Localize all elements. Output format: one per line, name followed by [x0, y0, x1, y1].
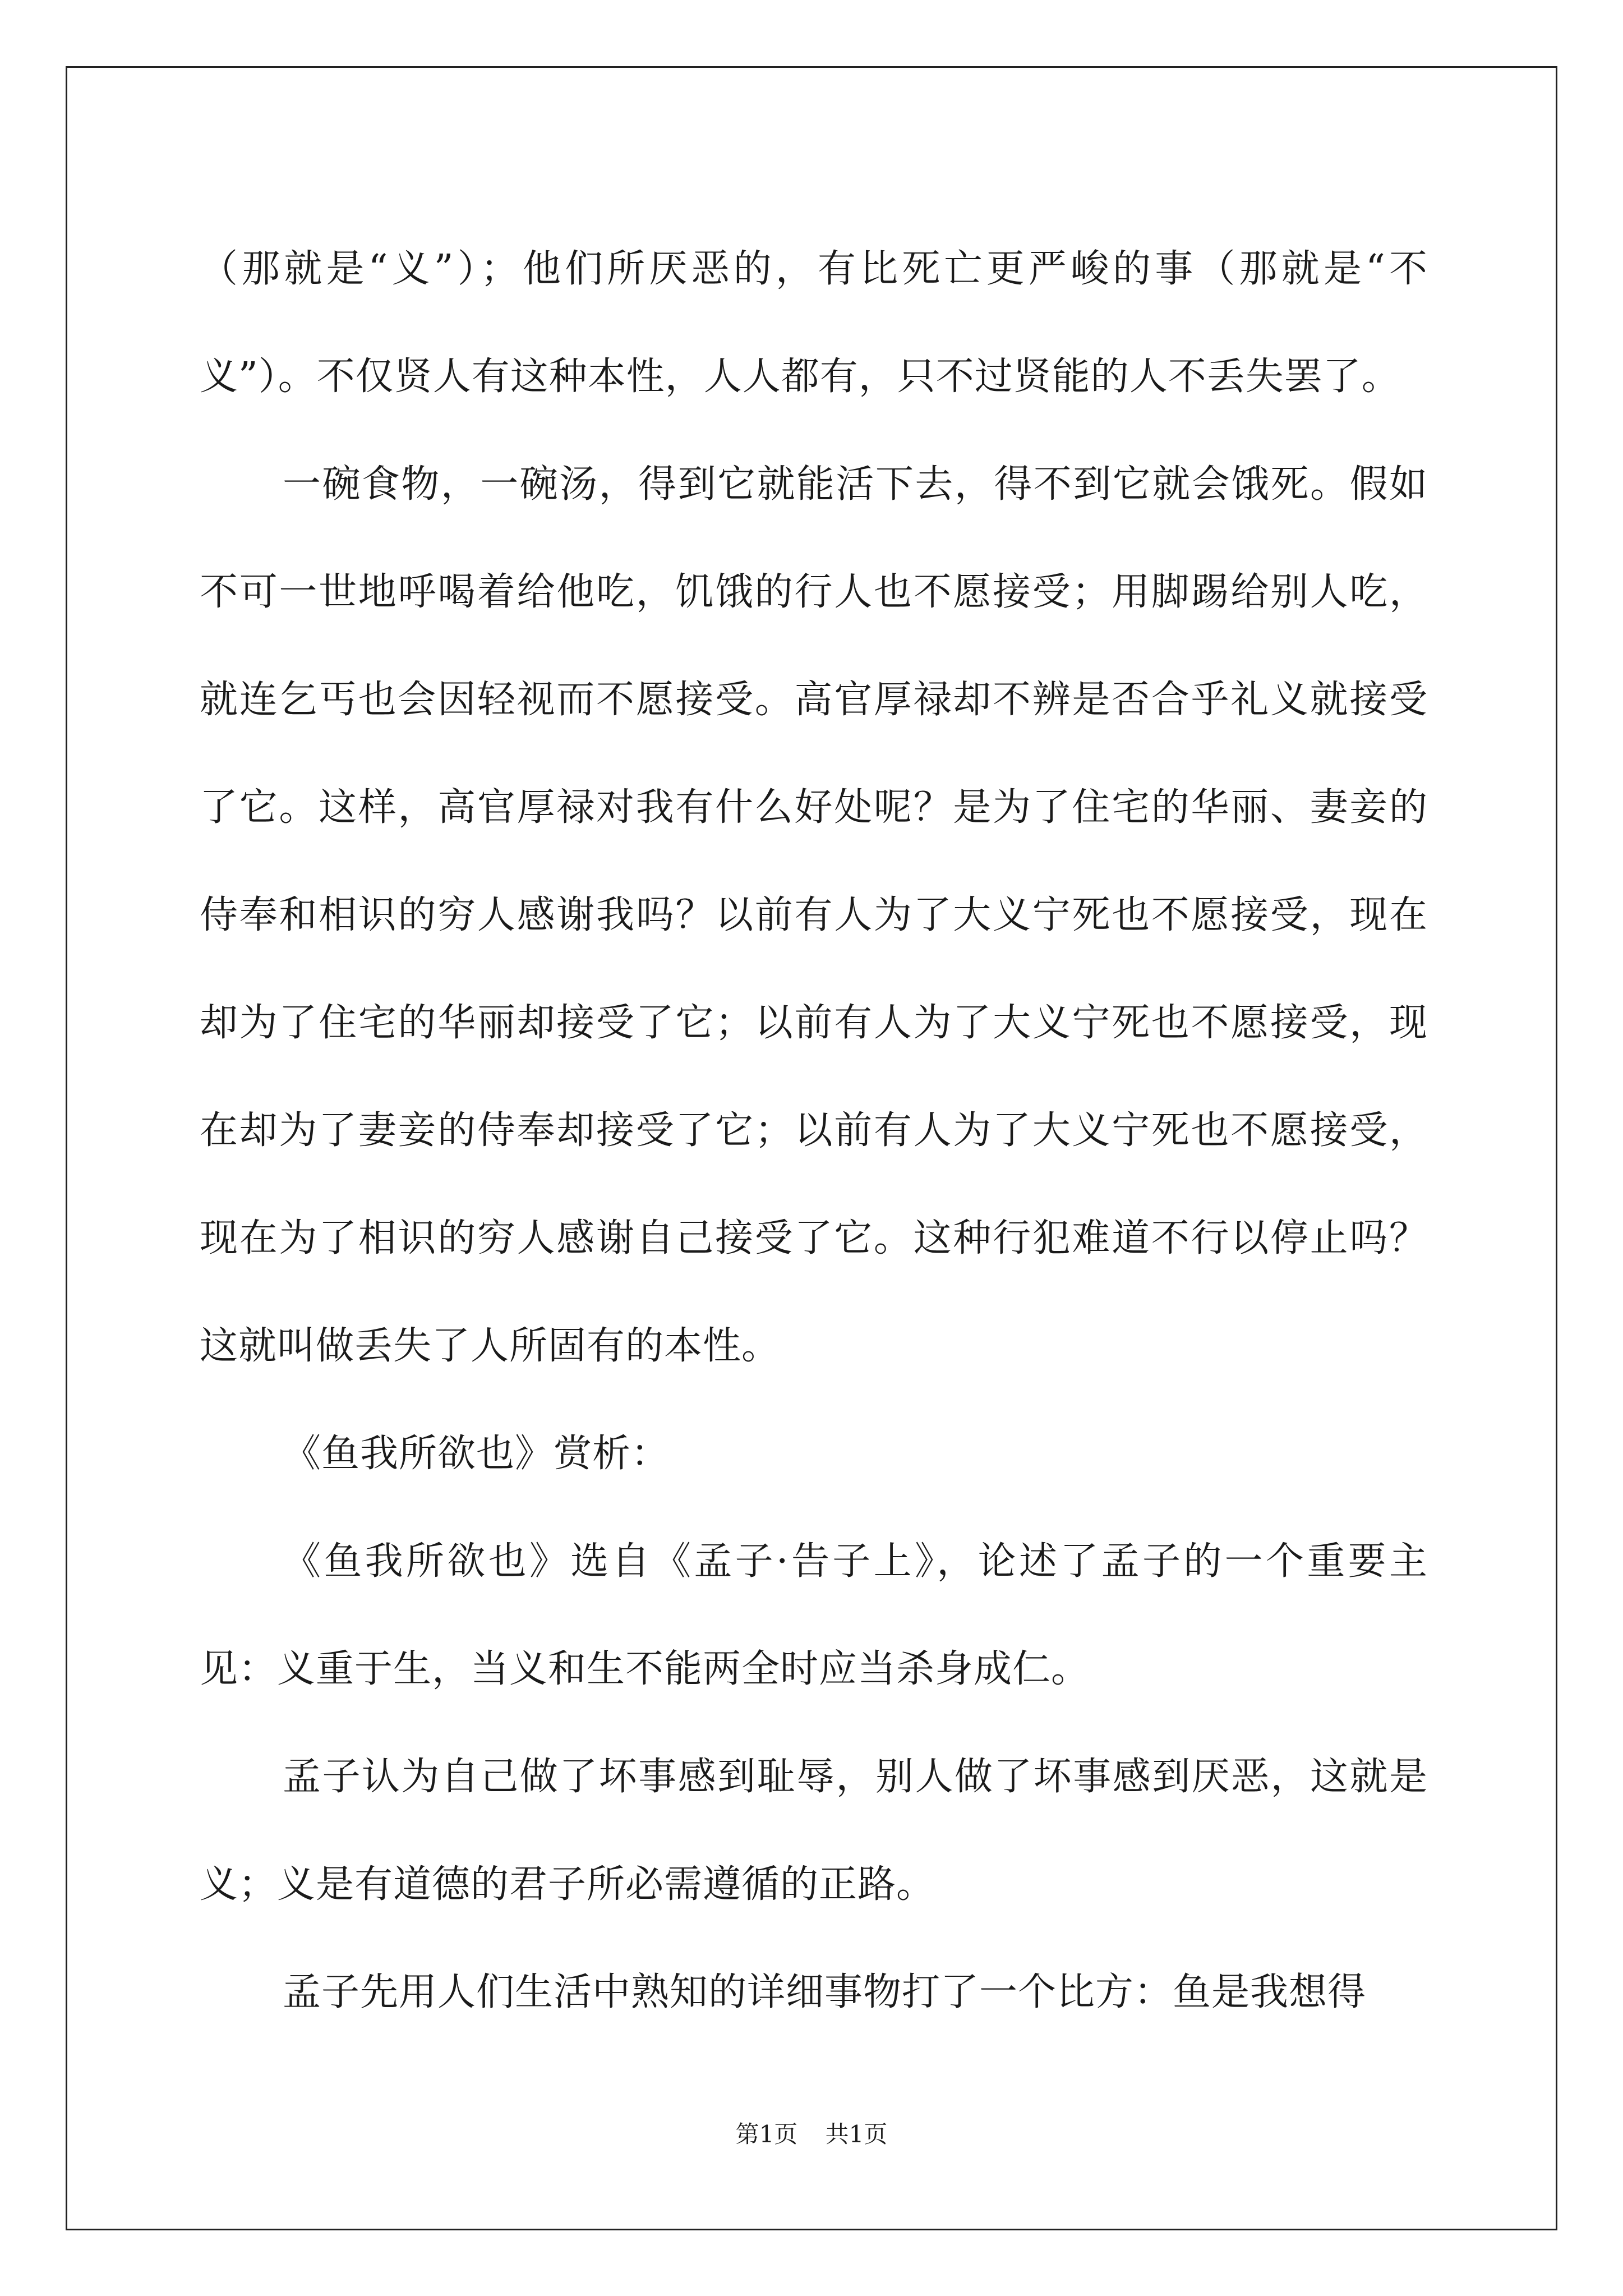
paragraph-translation: 一碗食物，一碗汤，得到它就能活下去，得不到它就会饿死。假如不可一世地呼喝着给他吃，饥饿的行人也不愿接受；用脚踢给别人吃，就连乞丐也会因轻视而不愿接受。高官厚禄却不辨是否合乎礼义就接受了它。这样，高官厚禄对我有什么好处呢？是为了住宅的华丽、妻妾的侍奉和相识的穷人感谢我吗？以前有人为了大义宁死也不愿接受，现在却为了住宅的华丽却接受了它；以前有人为了大义宁死也不愿接受，现在却为了妻妾的侍奉却接受了它；以前有人为了大义宁死也不愿接受，现在为了相识的穷人感谢自己接受了它。这种行犯难道不行以停止吗？这就叫做丢失了人所固有的本性。 [200, 462, 1428, 1368]
page-footer [0, 2116, 1623, 2150]
paragraph-source: 《鱼我所欲也》选自《孟子·告子上》，论述了孟子的一个重要主见：义重于生，当义和生不能两全时应当杀身成仁。 [200, 1539, 1428, 1691]
paragraph-continuation: （那就是“义”）；他们所厌恶的，有比死亡更严峻的事（那就是“不义”）。不仅贤人有这种本性，人人都有，只不过贤能的人不丢失罢了。 [200, 247, 1428, 399]
document-body [200, 215, 1428, 2046]
paragraph-metaphor: 孟子先用人们生活中熟知的详细事物打了一个比方：鱼是我想得 [283, 1970, 1367, 2014]
page-number: 第1页 [735, 2120, 798, 2148]
page-total: 共1页 [825, 2120, 888, 2148]
section-heading-appreciation: 《鱼我所欲也》赏析： [283, 1432, 670, 1476]
paragraph-righteousness: 孟子认为自己做了坏事感到耻辱，别人做了坏事感到厌恶，这就是义；义是有道德的君子所必需遵循的正路。 [200, 1755, 1428, 1907]
